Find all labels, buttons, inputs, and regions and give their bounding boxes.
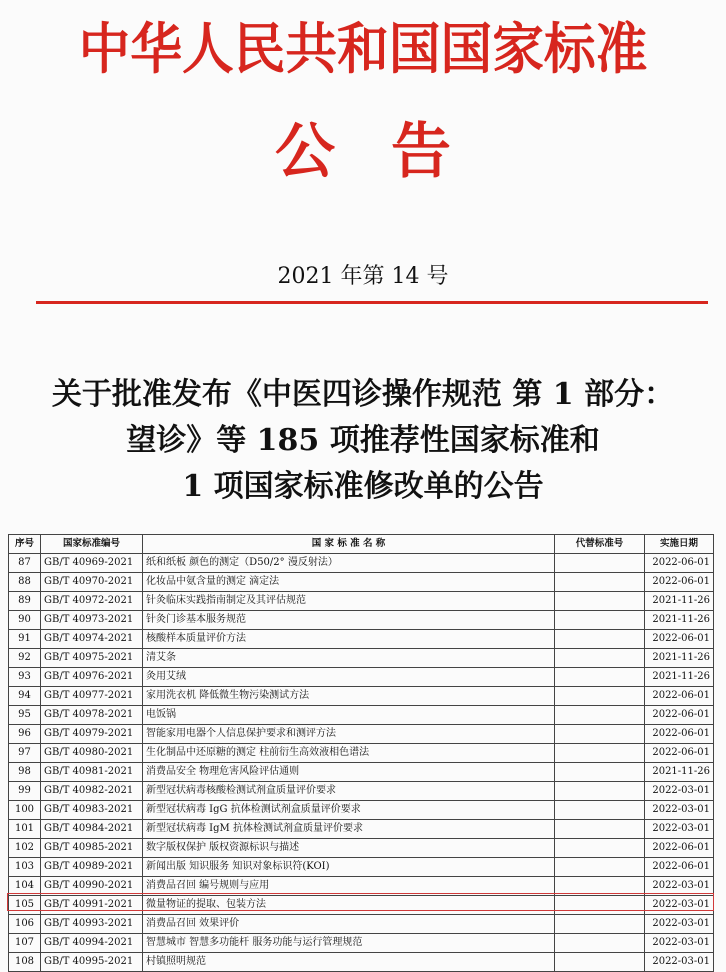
row-code: GB/T 40970-2021: [41, 573, 143, 592]
row-code: GB/T 40984-2021: [41, 820, 143, 839]
row-replaced: [555, 839, 645, 858]
header-title: 中华人民共和国国家标准: [78, 17, 648, 81]
subject-line: 1 项国家标准修改单的公告: [182, 469, 544, 504]
row-seq: 93: [9, 668, 41, 687]
row-date: 2021-11-26: [645, 649, 714, 668]
header-replaced: 代替标准号: [555, 535, 645, 554]
row-seq: 99: [9, 782, 41, 801]
row-name: 电饭锅: [143, 706, 555, 725]
row-date: 2022-06-01: [645, 839, 714, 858]
table-row: [9, 630, 714, 649]
row-date: 2022-03-01: [645, 953, 714, 972]
row-date: 2022-03-01: [645, 877, 714, 896]
table-row: [9, 573, 714, 592]
row-seq: 105: [9, 896, 41, 915]
row-date: 2022-03-01: [645, 934, 714, 953]
row-seq: 95: [9, 706, 41, 725]
row-seq: 106: [9, 915, 41, 934]
row-seq: 89: [9, 592, 41, 611]
subject-line: 关于批准发布《中医四诊操作规范 第 1 部分：: [51, 377, 675, 412]
table-row: [9, 896, 714, 915]
table-row: [9, 668, 714, 687]
row-code: GB/T 40974-2021: [41, 630, 143, 649]
header-name: 国 家 标 准 名 称: [143, 535, 555, 554]
table-header-row: [9, 535, 714, 554]
row-code: GB/T 40969-2021: [41, 554, 143, 573]
row-replaced: [555, 706, 645, 725]
row-date: 2022-06-01: [645, 725, 714, 744]
row-replaced: [555, 782, 645, 801]
row-date: 2021-11-26: [645, 611, 714, 630]
row-date: 2022-03-01: [645, 801, 714, 820]
row-date: 2022-06-01: [645, 687, 714, 706]
row-name: 消费品召回 编号规则与应用: [143, 877, 555, 896]
row-replaced: [555, 668, 645, 687]
row-code: GB/T 40975-2021: [41, 649, 143, 668]
row-date: 2022-06-01: [645, 573, 714, 592]
row-name: 消费品召回 效果评价: [143, 915, 555, 934]
table-row: [9, 801, 714, 820]
table-row: [9, 744, 714, 763]
red-divider: [36, 301, 708, 304]
row-name: 微量物证的提取、包装方法: [143, 896, 555, 915]
row-code: GB/T 40991-2021: [41, 896, 143, 915]
row-name: 新闻出版 知识服务 知识对象标识符(KOI): [143, 858, 555, 877]
row-seq: 104: [9, 877, 41, 896]
table-body: [9, 554, 714, 972]
row-seq: 108: [9, 953, 41, 972]
row-code: GB/T 40977-2021: [41, 687, 143, 706]
row-replaced: [555, 554, 645, 573]
row-date: 2022-03-01: [645, 896, 714, 915]
row-seq: 102: [9, 839, 41, 858]
table-row: [9, 687, 714, 706]
table-row: [9, 820, 714, 839]
row-seq: 94: [9, 687, 41, 706]
table-row: [9, 858, 714, 877]
row-name: 数字版权保护 版权资源标识与描述: [143, 839, 555, 858]
issue-number: 2021 年第 14 号: [277, 264, 449, 289]
row-replaced: [555, 953, 645, 972]
row-replaced: [555, 763, 645, 782]
row-date: 2022-06-01: [645, 744, 714, 763]
row-name: 灸用艾绒: [143, 668, 555, 687]
row-name: 新型冠状病毒 IgG 抗体检测试剂盒质量评价要求: [143, 801, 555, 820]
table-row: [9, 725, 714, 744]
row-replaced: [555, 896, 645, 915]
table-row: [9, 839, 714, 858]
row-date: 2022-03-01: [645, 820, 714, 839]
table-row: [9, 554, 714, 573]
row-code: GB/T 40972-2021: [41, 592, 143, 611]
row-replaced: [555, 649, 645, 668]
row-seq: 103: [9, 858, 41, 877]
row-replaced: [555, 858, 645, 877]
row-code: GB/T 40995-2021: [41, 953, 143, 972]
table-row: [9, 782, 714, 801]
row-seq: 101: [9, 820, 41, 839]
row-replaced: [555, 801, 645, 820]
row-date: 2021-11-26: [645, 763, 714, 782]
row-replaced: [555, 725, 645, 744]
row-name: 化妆品中氨含量的测定 滴定法: [143, 573, 555, 592]
row-replaced: [555, 573, 645, 592]
table-row: [9, 915, 714, 934]
row-code: GB/T 40976-2021: [41, 668, 143, 687]
announcement-heading: 公告: [275, 117, 507, 187]
row-seq: 88: [9, 573, 41, 592]
row-replaced: [555, 744, 645, 763]
row-date: 2022-03-01: [645, 915, 714, 934]
row-code: GB/T 40993-2021: [41, 915, 143, 934]
row-code: GB/T 40979-2021: [41, 725, 143, 744]
row-name: 新型冠状病毒核酸检测试剂盒质量评价要求: [143, 782, 555, 801]
row-date: 2022-06-01: [645, 554, 714, 573]
row-date: 2022-06-01: [645, 858, 714, 877]
row-name: 新型冠状病毒 IgM 抗体检测试剂盒质量评价要求: [143, 820, 555, 839]
header-date: 实施日期: [645, 535, 714, 554]
row-replaced: [555, 687, 645, 706]
row-replaced: [555, 630, 645, 649]
row-seq: 87: [9, 554, 41, 573]
table-row: [9, 592, 714, 611]
row-code: GB/T 40980-2021: [41, 744, 143, 763]
row-date: 2021-11-26: [645, 668, 714, 687]
table-row: [9, 877, 714, 896]
row-code: GB/T 40982-2021: [41, 782, 143, 801]
row-code: GB/T 40981-2021: [41, 763, 143, 782]
row-seq: 91: [9, 630, 41, 649]
table-row: [9, 611, 714, 630]
header-code: 国家标准编号: [41, 535, 143, 554]
row-name: 智慧城市 智慧多功能杆 服务功能与运行管理规范: [143, 934, 555, 953]
row-seq: 107: [9, 934, 41, 953]
header-seq: 序号: [9, 535, 41, 554]
row-code: GB/T 40989-2021: [41, 858, 143, 877]
row-replaced: [555, 915, 645, 934]
row-name: 消费品安全 物理危害风险评估通则: [143, 763, 555, 782]
table-row: [9, 934, 714, 953]
row-name: 村镇照明规范: [143, 953, 555, 972]
row-code: GB/T 40973-2021: [41, 611, 143, 630]
row-replaced: [555, 592, 645, 611]
row-date: 2021-11-26: [645, 592, 714, 611]
table-row: [9, 953, 714, 972]
row-code: GB/T 40990-2021: [41, 877, 143, 896]
row-name: 清艾条: [143, 649, 555, 668]
subject-line: 望诊》等 185 项推荐性国家标准和: [126, 423, 600, 458]
announcement-subject: [0, 372, 726, 510]
row-seq: 98: [9, 763, 41, 782]
row-name: 针灸临床实践指南制定及其评估规范: [143, 592, 555, 611]
row-replaced: [555, 877, 645, 896]
row-name: 家用洗衣机 降低微生物污染测试方法: [143, 687, 555, 706]
row-replaced: [555, 611, 645, 630]
row-name: 纸和纸板 颜色的测定（D50/2° 漫反射法）: [143, 554, 555, 573]
row-seq: 90: [9, 611, 41, 630]
row-seq: 96: [9, 725, 41, 744]
row-seq: 97: [9, 744, 41, 763]
row-name: 智能家用电器个人信息保护要求和测评方法: [143, 725, 555, 744]
row-code: GB/T 40994-2021: [41, 934, 143, 953]
row-name: 生化制品中还原糖的测定 柱前衍生高效液相色谱法: [143, 744, 555, 763]
table-row: [9, 763, 714, 782]
row-replaced: [555, 934, 645, 953]
row-code: GB/T 40985-2021: [41, 839, 143, 858]
table-row: [9, 649, 714, 668]
row-seq: 100: [9, 801, 41, 820]
row-date: 2022-06-01: [645, 630, 714, 649]
row-date: 2022-06-01: [645, 706, 714, 725]
row-date: 2022-03-01: [645, 782, 714, 801]
row-code: GB/T 40978-2021: [41, 706, 143, 725]
row-name: 针灸门诊基本服务规范: [143, 611, 555, 630]
row-name: 核酸样本质量评价方法: [143, 630, 555, 649]
row-replaced: [555, 820, 645, 839]
row-code: GB/T 40983-2021: [41, 801, 143, 820]
row-seq: 92: [9, 649, 41, 668]
table-row: [9, 706, 714, 725]
standards-table: [8, 534, 714, 972]
